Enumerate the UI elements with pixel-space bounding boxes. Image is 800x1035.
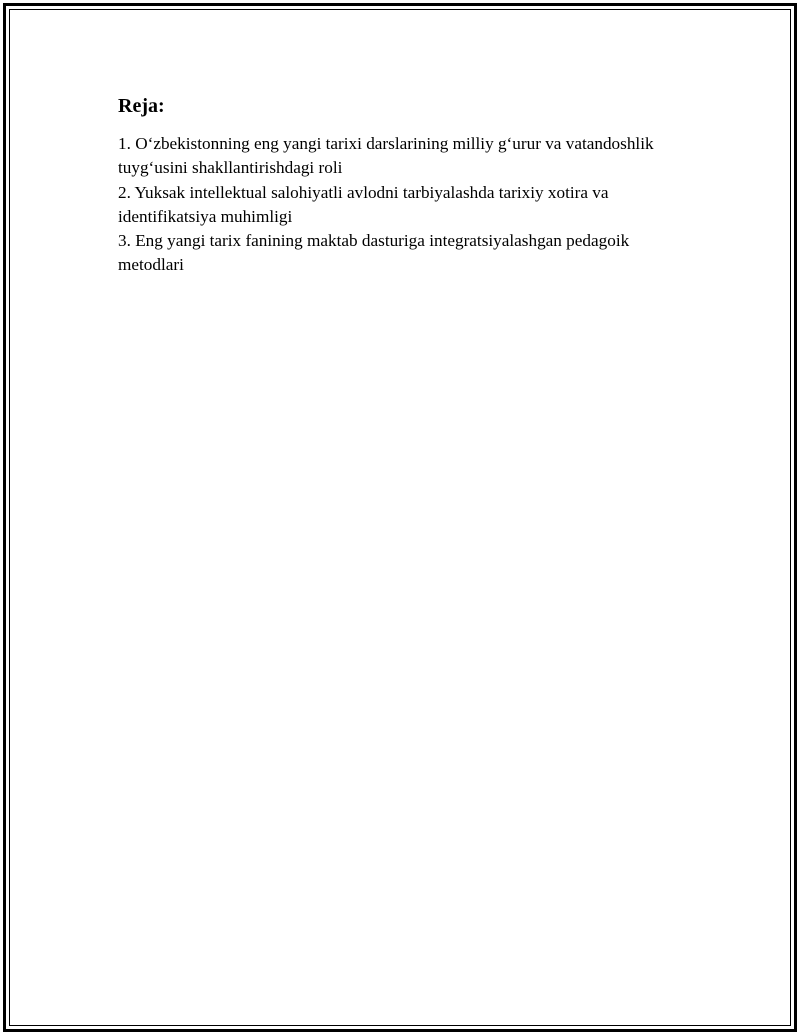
plan-section [118,92,698,278]
plan-item-2: 2. Yuksak intellektual salohiyatli avlodni tarbiyalashda tarixiy xotira va identifikatsiya muhimligi [118,182,609,226]
plan-item-3: 3. Eng yangi tarix fanining maktab dasturiga integratsiyalashgan pedagoik metodlari [118,231,630,275]
plan-item-1: 1. O‘zbekistonning eng yangi tarixi darslarining milliy g‘urur va vatandoshlik tuyg‘usini shakllantirishdagi roli [118,134,654,178]
plan-heading: Reja: [118,95,165,117]
plan-list [118,132,698,278]
